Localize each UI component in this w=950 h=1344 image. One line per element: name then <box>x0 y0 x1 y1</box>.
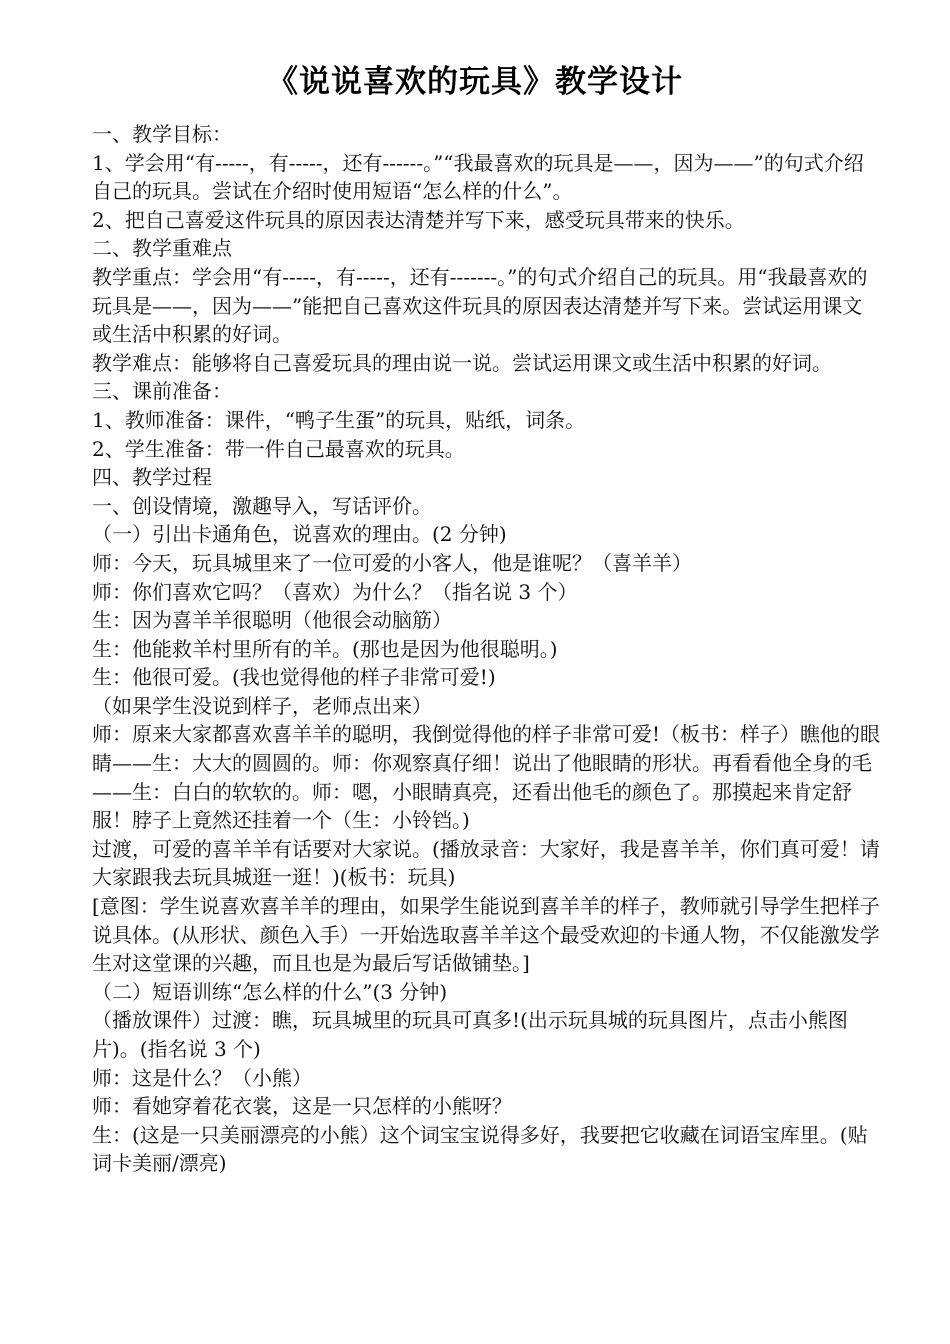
subsection-heading: 一、创设情境，激趣导入，写话评价。 <box>92 493 432 518</box>
section-heading-key-points: 二、教学重难点 <box>92 236 232 261</box>
subsection-heading: （二）短语训练“怎么样的什么”(3 分钟) <box>92 979 448 1004</box>
dialogue-line: 师：这是什么？（小熊） <box>92 1065 312 1090</box>
paragraph: 2、学生准备：带一件自己最喜欢的玩具。 <box>92 436 465 461</box>
dialogue-line: 师：今天，玩具城里来了一位可爱的小客人，他是谁呢？（喜羊羊） <box>92 550 692 575</box>
dialogue-line: 生：他能救羊村里所有的羊。(那也是因为他很聪明。) <box>92 636 558 661</box>
document-body <box>92 120 882 1178</box>
dialogue-line: 师：你们喜欢它吗？（喜欢）为什么？（指名说 3 个） <box>92 579 578 604</box>
dialogue-line: 生：因为喜羊羊很聪明（他很会动脑筋） <box>92 608 452 633</box>
section-heading-preparation: 三、课前准备： <box>92 379 232 404</box>
document-title: 《说说喜欢的玩具》教学设计 <box>267 64 683 100</box>
paragraph: （播放课件）过渡：瞧，玩具城里的玩具可真多!(出示玩具城的玩具图片，点击小熊图片)。(指名说 3 个) <box>92 1008 848 1061</box>
dialogue-line: 师：原来大家都喜欢喜羊羊的聪明，我倒觉得他的样子非常可爱!（板书：样子）瞧他的眼睛——生：大大的圆圆的。师：你观察真仔细！说出了他眼睛的形状。再看看他全身的毛——生：白白的软软的。师：嗯，小眼睛真亮，还看出他毛的颜色了。那摸起来肯定舒服！脖子上竟然还挂着一个（生：小铃铛。) <box>92 722 881 833</box>
note-line: （如果学生没说到样子，老师点出来） <box>92 693 432 718</box>
paragraph: 过渡，可爱的喜羊羊有话要对大家说。(播放录音：大家好，我是喜羊羊，你们真可爱！请大家跟我去玩具城逛一逛！)(板书：玩具) <box>92 836 880 890</box>
paragraph: 教学重点：学会用“有-----，有-----，还有-------。”的句式介绍自己的玩具。用“我最喜欢的玩具是——，因为——”能把自己喜欢这件玩具的原因表达清楚并写下来。尝试运用课文或生活中积累的好词。 <box>92 264 868 347</box>
paragraph: 2、把自己喜爱这件玩具的原因表达清楚并写下来，感受玩具带来的快乐。 <box>92 207 745 232</box>
section-heading-process: 四、教学过程 <box>92 465 212 490</box>
dialogue-line: 师：看她穿着花衣裳，这是一只怎样的小熊呀？ <box>92 1094 512 1119</box>
dialogue-line: 生：他很可爱。(我也觉得他的样子非常可爱!) <box>92 665 496 690</box>
dialogue-line: 生：(这是一只美丽漂亮的小熊）这个词宝宝说得多好，我要把它收藏在词语宝库里。(贴词卡美丽/漂亮) <box>92 1122 868 1176</box>
section-heading-objectives: 一、教学目标： <box>92 122 232 146</box>
intent-note: [意图：学生说喜欢喜羊羊的理由，如果学生能说到喜羊羊的样子，教师就引导学生把样子说具体。(从形状、颜色入手）一开始选取喜羊羊这个最受欢迎的卡通人物，不仅能激发学生对这堂课的兴趣，而且也是为最后写话做铺垫。] <box>92 894 880 976</box>
paragraph: 1、教师准备：课件，“鸭子生蛋”的玩具，贴纸，词条。 <box>92 407 586 432</box>
paragraph: 1、学会用“有-----，有-----，还有------。”“我最喜欢的玩具是——，因为——”的句式介绍自己的玩具。尝试在介绍时使用短语“怎么样的什么”。 <box>92 150 864 204</box>
paragraph: 教学难点：能够将自己喜爱玩具的理由说一说。尝试运用课文或生活中积累的好词。 <box>92 350 832 375</box>
subsection-heading: （一）引出卡通角色，说喜欢的理由。(2 分钟) <box>92 522 507 547</box>
